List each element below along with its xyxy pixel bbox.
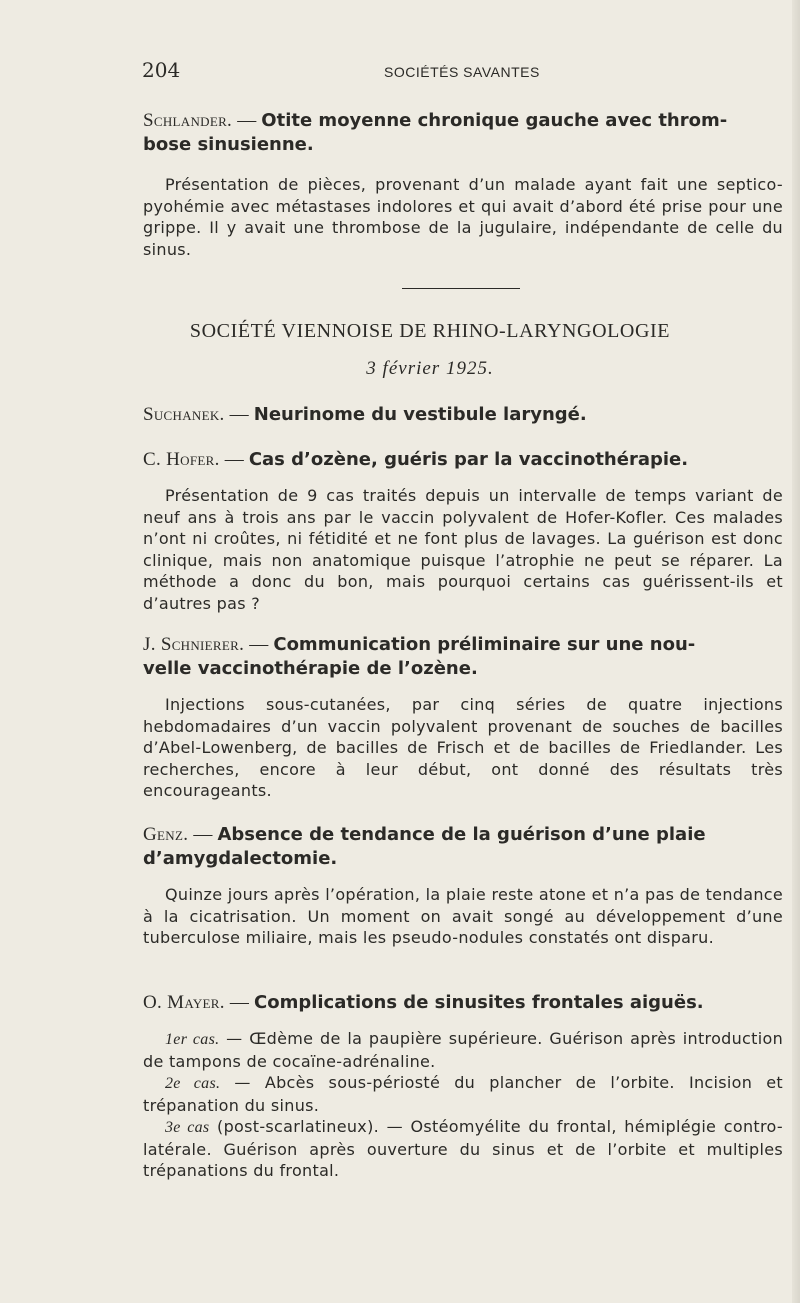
author-initial: J. (143, 634, 156, 655)
entry-text: Quinze jours après l’opération, la plaie reste atone et n’a pas de tendance à la cicatrisation. Un moment on avait songé au développement d’une tuberculose miliaire, mais les pseudo-nodules constatés ont disparu. (143, 885, 783, 947)
session-date: 3 février 1925. (366, 358, 494, 379)
running-title: SOCIÉTÉS SAVANTES (384, 64, 540, 80)
entry-schnierer (143, 634, 783, 802)
case-2 (143, 1072, 783, 1116)
entry-title: Cas d’ozène, guéris par la vaccinothérapie. (248, 449, 689, 470)
author-name: Genz. (143, 824, 189, 845)
case-text: (post-scarlatineux). — Ostéomyélite du frontal, hémiplégie contro-latérale. Guérison après ouverture du sinus et de l’orbite et multiples trépanations du frontal. (143, 1117, 783, 1180)
entry-title: Complications de sinusites frontales aiguës. (254, 992, 704, 1013)
dash: — (224, 449, 244, 470)
author-name: Schnierer. (160, 634, 245, 655)
author-name: Mayer. (167, 992, 225, 1013)
entry-hofer (143, 449, 783, 614)
entry-title-cont: d’amygdalectomie. (143, 848, 338, 869)
entry-text: Injections sous-cutanées, par cinq séries de quatre injections hebdomadaires d’un vaccin polyvalent provenant de souches de bacilles d’Abel-Lowenberg, de bacilles de Frisch et de bacilles de Friedlander. Les recherches, encore à leur début, ont donné des résultats très encourageants. (143, 695, 783, 800)
dash: — (237, 110, 257, 131)
entry-title: Neurinome du vestibule laryngé. (253, 404, 587, 425)
entry-genz (143, 824, 783, 949)
entry-text: Présentation de pièces, provenant d’un malade ayant fait une septico-pyohémie avec métastases indolores et qui avait d’abord été prise pour une grippe. Il y avait une thrombose de la jugulaire, indépendante de celle du sinus. (143, 175, 783, 259)
dash: — (193, 824, 213, 845)
author-initial: C. (143, 449, 162, 470)
entry-mayer (143, 992, 783, 1182)
dash: — (229, 992, 249, 1013)
case-label: 1er cas. (165, 1031, 220, 1048)
case-label: 2e cas. (165, 1075, 221, 1092)
entry-text: Présentation de 9 cas traités depuis un intervalle de temps variant de neuf ans à trois ans par le vaccin polyvalent de Hofer-Kofler. Ces malades n’ont ni croûtes, ni fétidité et ne font plus de lavages. La guérison est donc clinique, mais non anatomique puisque l’atrophie ne peut se réparer. La méthode a donc du bon, mais pourquoi certains cas guérissent-ils et d’autres pas ? (143, 486, 783, 613)
author-name: Hofer. (166, 449, 220, 470)
author-name: Schlander. (143, 110, 233, 131)
page-header (0, 58, 800, 88)
entry-title: Otite moyenne chronique gauche avec throm- (261, 110, 728, 131)
case-label: 3e cas (165, 1119, 210, 1136)
case-text: — Œdème de la paupière supérieure. Guérison après introduction de tampons de cocaïne-adrénaline. (143, 1029, 784, 1071)
dash: — (249, 634, 269, 655)
case-1 (143, 1028, 783, 1072)
author-initial: O. (143, 992, 163, 1013)
page-edge (792, 0, 800, 1303)
entry-suchanek (143, 404, 783, 426)
page-number: 204 (142, 58, 181, 82)
entry-title-cont: velle vaccinothérapie de l’ozène. (143, 658, 478, 679)
society-heading: SOCIÉTÉ VIENNOISE DE RHINO-LARYNGOLOGIE (189, 320, 671, 342)
case-text: — Abcès sous-périosté du plancher de l’orbite. Incision et trépanation du sinus. (143, 1073, 784, 1115)
entry-title: Communication préliminaire sur une nou- (273, 634, 696, 655)
case-3 (143, 1116, 783, 1182)
entry-schlander (143, 110, 783, 260)
entry-title-cont: bose sinusienne. (143, 134, 314, 155)
dash: — (229, 404, 249, 425)
section-divider (402, 288, 520, 289)
entry-title: Absence de tendance de la guérison d’une plaie (217, 824, 706, 845)
author-name: Suchanek. (143, 404, 225, 425)
